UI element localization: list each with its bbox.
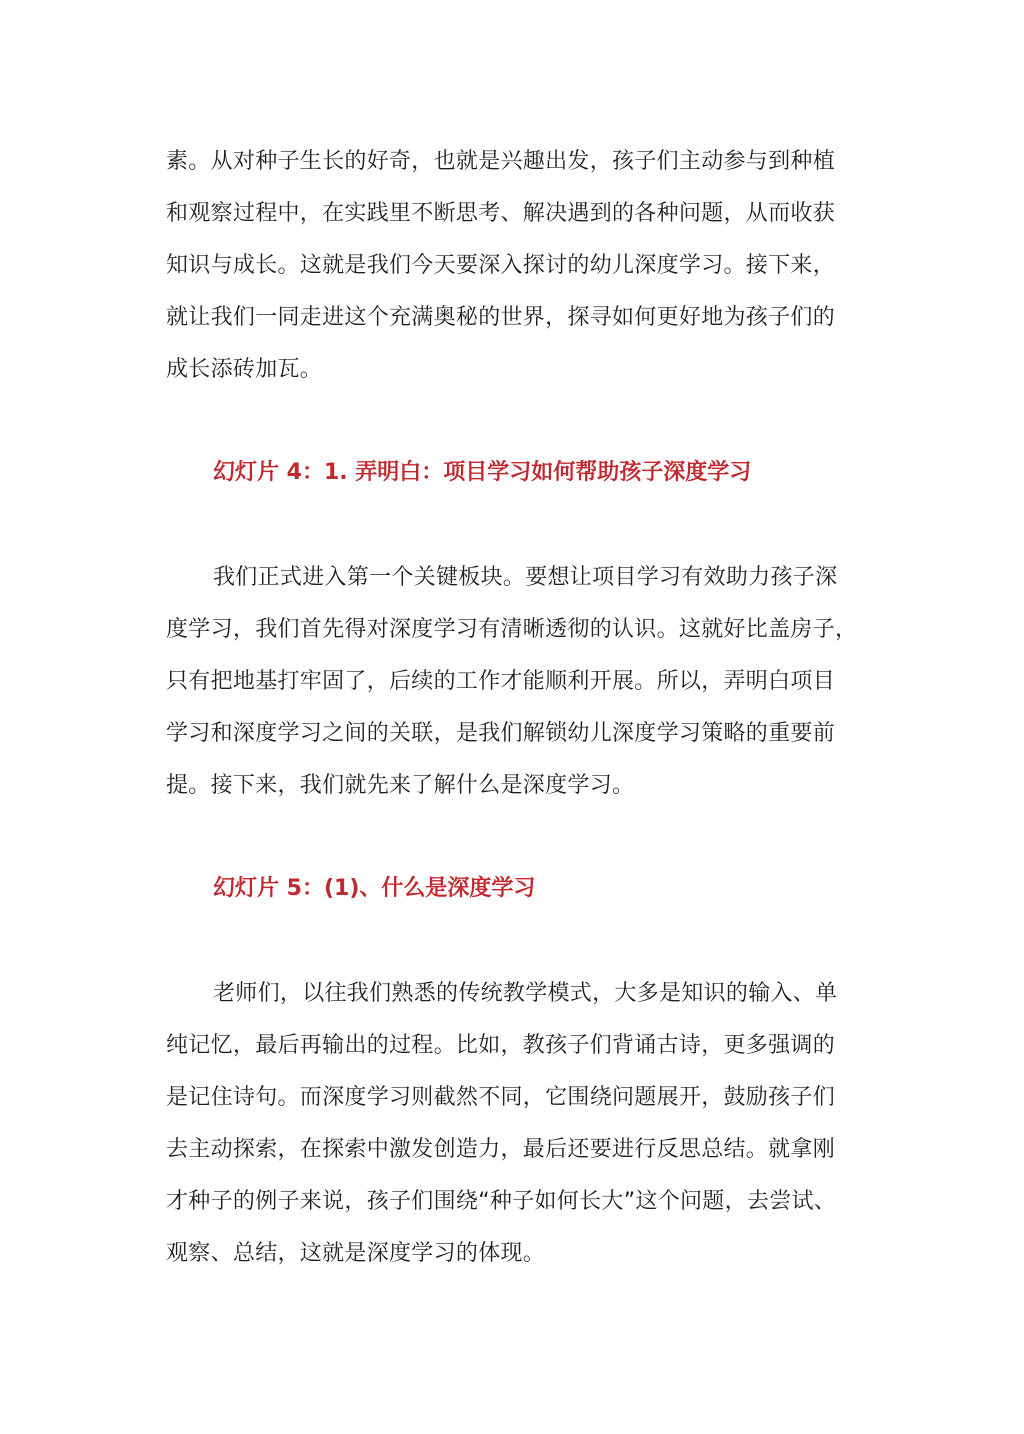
intro-paragraph bbox=[166, 136, 866, 396]
paragraph-line: 就让我们一同走进这个充满奥秘的世界，探寻如何更好地为孩子们的 bbox=[166, 305, 836, 330]
paragraph-line: 是记住诗句。而深度学习则截然不同，它围绕问题展开，鼓励孩子们 bbox=[166, 1085, 836, 1110]
paragraph-line: 成长添砖加瓦。 bbox=[166, 357, 323, 382]
paragraph-line: 提。接下来，我们就先来了解什么是深度学习。 bbox=[166, 773, 635, 798]
paragraph-line: 知识与成长。这就是我们今天要深入探讨的幼儿深度学习。接下来， bbox=[166, 253, 836, 278]
paragraph-line: 度学习，我们首先得对深度学习有清晰透彻的认识。这就好比盖房子， bbox=[166, 617, 858, 642]
paragraph-line: 学习和深度学习之间的关联，是我们解锁幼儿深度学习策略的重要前 bbox=[166, 721, 836, 746]
slide5-heading: 幻灯片 5：(1)、什么是深度学习 bbox=[213, 876, 536, 901]
paragraph-line: 才种子的例子来说，孩子们围绕“种子如何长大”这个问题，去尝试、 bbox=[166, 1189, 837, 1214]
paragraph-line: 纯记忆，最后再输出的过程。比如，教孩子们背诵古诗，更多强调的 bbox=[166, 1033, 836, 1058]
paragraph-line: 只有把地基打牢固了，后续的工作才能顺利开展。所以，弄明白项目 bbox=[166, 669, 836, 694]
slide4-paragraph bbox=[166, 552, 866, 812]
slide4-heading: 幻灯片 4：1. 弄明白：项目学习如何帮助孩子深度学习 bbox=[213, 460, 752, 485]
paragraph-line: 观察、总结，这就是深度学习的体现。 bbox=[166, 1241, 546, 1266]
paragraph-line: 去主动探索，在探索中激发创造力，最后还要进行反思总结。就拿刚 bbox=[166, 1137, 836, 1162]
paragraph-line: 和观察过程中，在实践里不断思考、解决遇到的各种问题，从而收获 bbox=[166, 201, 836, 226]
paragraph-line: 老师们，以往我们熟悉的传统教学模式，大多是知识的输入、单 bbox=[213, 981, 838, 1006]
slide5-paragraph bbox=[166, 968, 866, 1280]
paragraph-line: 我们正式进入第一个关键板块。要想让项目学习有效助力孩子深 bbox=[213, 565, 838, 590]
paragraph-line: 素。从对种子生长的好奇，也就是兴趣出发，孩子们主动参与到种植 bbox=[166, 149, 836, 174]
